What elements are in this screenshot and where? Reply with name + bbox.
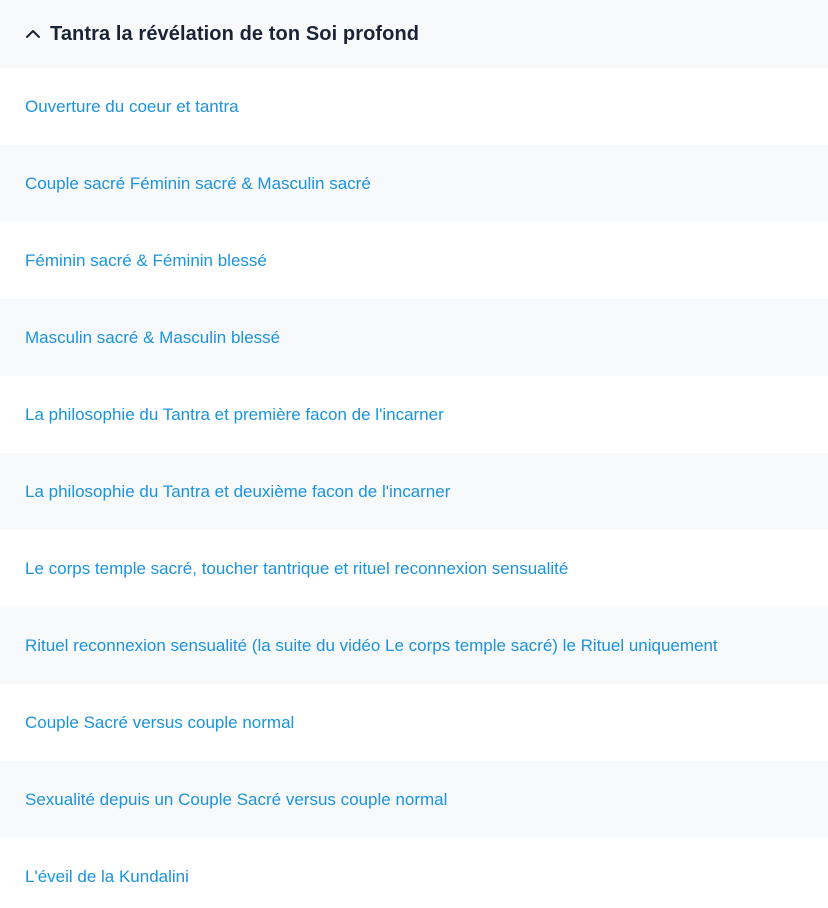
lesson-link[interactable]: Le corps temple sacré, toucher tantrique et rituel reconnexion sensualité	[25, 558, 569, 578]
list-item[interactable]	[0, 376, 828, 453]
section-header-toggle[interactable]	[0, 0, 828, 68]
list-item[interactable]	[0, 530, 828, 607]
lesson-link[interactable]: Masculin sacré & Masculin blessé	[25, 327, 281, 347]
list-item[interactable]	[0, 145, 828, 222]
lesson-list	[0, 68, 828, 908]
list-item[interactable]	[0, 684, 828, 761]
list-item[interactable]	[0, 838, 828, 908]
list-item[interactable]	[0, 299, 828, 376]
lesson-link[interactable]: L'éveil de la Kundalini	[25, 866, 189, 886]
lesson-link[interactable]: La philosophie du Tantra et deuxième facon de l'incarner	[25, 481, 451, 501]
lesson-link[interactable]: Sexualité depuis un Couple Sacré versus couple normal	[25, 789, 448, 809]
lesson-link[interactable]: Couple sacré Féminin sacré & Masculin sacré	[25, 173, 371, 193]
lesson-link[interactable]: La philosophie du Tantra et première facon de l'incarner	[25, 404, 444, 424]
lesson-link[interactable]: Couple Sacré versus couple normal	[25, 712, 295, 732]
list-item[interactable]	[0, 453, 828, 530]
section-title: Tantra la révélation de ton Soi profond	[50, 22, 420, 45]
list-item[interactable]	[0, 68, 828, 145]
chevron-up-icon[interactable]	[24, 25, 42, 43]
lesson-link[interactable]: Rituel reconnexion sensualité (la suite du vidéo Le corps temple sacré) le Rituel uniquement	[25, 635, 718, 655]
list-item[interactable]	[0, 761, 828, 838]
list-item[interactable]	[0, 222, 828, 299]
lesson-link[interactable]: Ouverture du coeur et tantra	[25, 96, 239, 116]
lesson-link[interactable]: Féminin sacré & Féminin blessé	[25, 250, 267, 270]
list-item[interactable]	[0, 607, 828, 684]
